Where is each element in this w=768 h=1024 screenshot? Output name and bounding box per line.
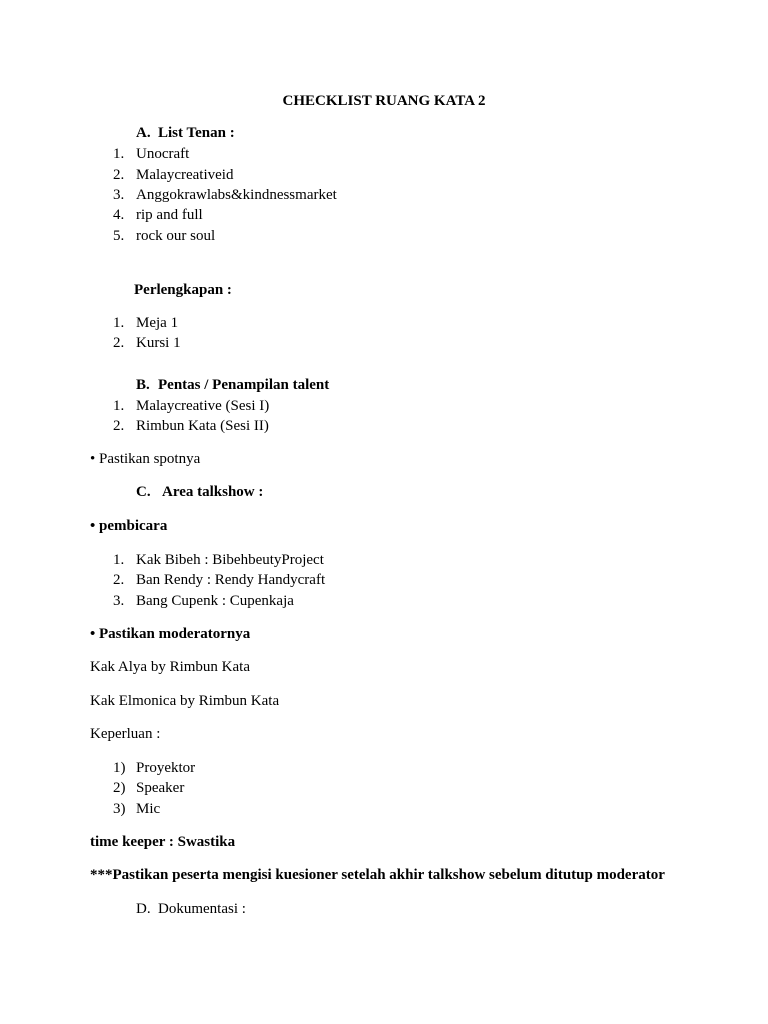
list-number: 2.: [113, 418, 125, 434]
section-a-marker: A.: [136, 125, 151, 141]
section-d-heading: [0, 899, 768, 919]
list-number: 3.: [113, 187, 125, 203]
list-number: 2.: [113, 572, 125, 588]
list-number: 1.: [113, 146, 125, 162]
list-item: [0, 144, 768, 164]
section-b-title: Pentas / Penampilan talent: [158, 377, 330, 393]
moderator-label: • Pastikan moderatornya: [90, 626, 251, 642]
list-item: [0, 226, 768, 246]
section-a-title: List Tenan :: [158, 125, 235, 141]
section-c-marker: C.: [136, 484, 151, 500]
list-item: [0, 165, 768, 185]
list-text: Bang Cupenk : Cupenkaja: [136, 593, 294, 609]
moderator-name: Kak Elmonica by Rimbun Kata: [90, 693, 280, 709]
list-text: Rimbun Kata (Sesi II): [136, 418, 269, 434]
list-text: Mic: [136, 801, 161, 817]
list-item: [0, 758, 768, 778]
list-number: 1.: [113, 398, 125, 414]
section-c-heading: [0, 482, 768, 502]
list-item: [0, 205, 768, 225]
time-keeper: time keeper : Swastika: [90, 834, 236, 850]
section-b-heading: [0, 375, 768, 395]
list-text: rock our soul: [136, 228, 216, 244]
list-number: 2.: [113, 335, 125, 351]
spot-note: • Pastikan spotnya: [90, 451, 201, 467]
list-item: [0, 550, 768, 570]
section-a-heading: [0, 123, 768, 143]
section-c-title: Area talkshow :: [162, 484, 264, 500]
list-item: [0, 333, 768, 353]
page-title: CHECKLIST RUANG KATA 2: [282, 93, 486, 109]
list-text: Speaker: [136, 780, 185, 796]
list-number: 4.: [113, 207, 125, 223]
list-item: [0, 416, 768, 436]
list-item: [0, 396, 768, 416]
questionnaire-reminder: ***Pastikan peserta mengisi kuesioner setelah akhir talkshow sebelum ditutup moderator: [90, 867, 665, 883]
list-number: 3): [113, 801, 126, 817]
list-number: 2): [113, 780, 126, 796]
list-text: Kursi 1: [136, 335, 181, 351]
list-text: Malaycreativeid: [136, 167, 234, 183]
moderator-name: Kak Alya by Rimbun Kata: [90, 659, 250, 675]
list-text: Unocraft: [136, 146, 190, 162]
list-text: Kak Bibeh : BibehbeutyProject: [136, 552, 324, 568]
list-item: [0, 570, 768, 590]
section-d-marker: D.: [136, 901, 151, 917]
list-number: 2.: [113, 167, 125, 183]
section-b-marker: B.: [136, 377, 150, 393]
list-item: [0, 778, 768, 798]
section-d-title: Dokumentasi :: [158, 901, 246, 917]
list-number: 1.: [113, 552, 125, 568]
list-text: Proyektor: [136, 760, 196, 776]
list-item: [0, 313, 768, 333]
list-text: Malaycreative (Sesi I): [136, 398, 270, 414]
list-number: 5.: [113, 228, 125, 244]
list-item: [0, 185, 768, 205]
pembicara-label: • pembicara: [90, 518, 168, 534]
list-text: Anggokrawlabs&kindnessmarket: [136, 187, 337, 203]
list-text: Ban Rendy : Rendy Handycraft: [136, 572, 326, 588]
list-item: [0, 591, 768, 611]
list-text: Meja 1: [136, 315, 179, 331]
list-item: [0, 799, 768, 819]
list-number: 1): [113, 760, 126, 776]
list-number: 3.: [113, 593, 125, 609]
list-number: 1.: [113, 315, 125, 331]
list-text: rip and full: [136, 207, 203, 223]
keperluan-label: Keperluan :: [90, 726, 161, 742]
perlengkapan-heading: Perlengkapan :: [134, 282, 232, 298]
